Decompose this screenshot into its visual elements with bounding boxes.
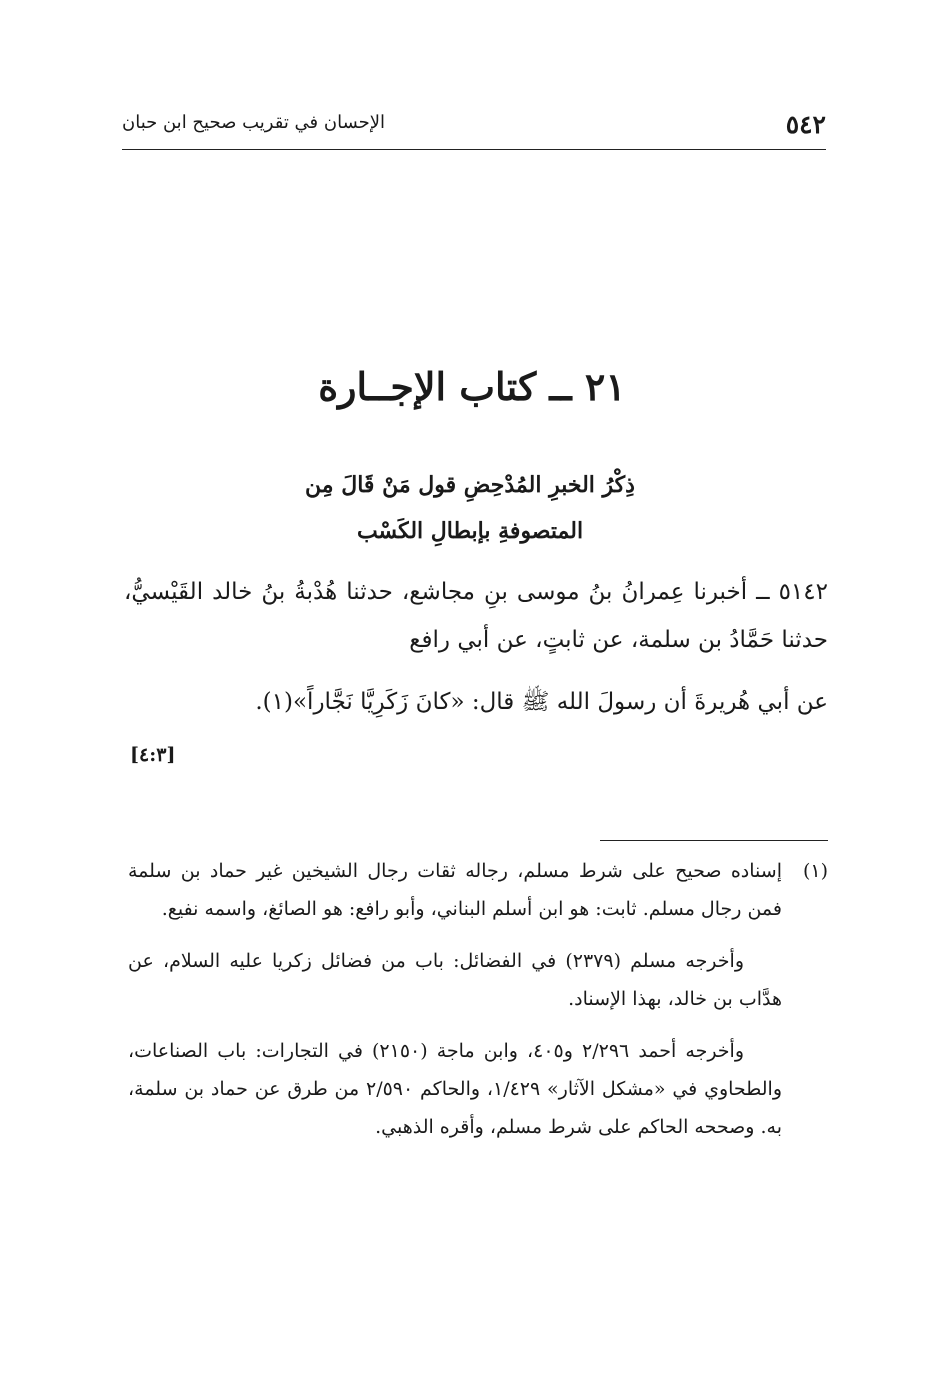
hadith-isnad: ٥١٤٢ ــ أخبرنا عِمرانُ بنُ موسى بنِ مجاشع، حدثنا هُدْبةُ بنُ خالد القَيْسيُّ، حدثنا حَمَّادُ بن سلمة، عن ثابتٍ، عن أبي رافع (124, 579, 828, 653)
footnote-rule (600, 840, 828, 841)
chapter-title: ٢١ ــ كتاب الإجــارة (318, 364, 626, 409)
footnote-paragraph-2: وأخرجه مسلم (٢٣٧٩) في الفضائل: باب من فضائل زكريا عليه السلام، عن هدَّاب بن خالد، بهذا الإسناد. (128, 950, 782, 1010)
footnote-paragraph-3: وأخرجه أحمد ٢/٢٩٦ و٤٠٥، وابن ماجة (٢١٥٠) في التجارات: باب الصناعات، والطحاوي في «مشكل الآثار» ١/٤٢٩، والحاكم ٢/٥٩٠ من طرق عن حماد بن سلمة، به. وصححه الحاكم على شرط مسلم، وأقره الذهبي. (128, 1040, 783, 1138)
hadith-text (124, 568, 828, 726)
hadith-matn: عن أبي هُريرةَ أن رسولَ الله ﷺ قال: «كانَ زَكَرِيَّا نَجَّاراً»(١). (255, 689, 828, 715)
header-rule (122, 149, 826, 150)
running-head (122, 104, 826, 144)
footnote-marker: (١) (802, 860, 828, 882)
running-head-title: الإحسان في تقريب صحيح ابن حبان (122, 112, 386, 133)
hadith-reference: [٤:٣] (130, 744, 176, 766)
section-heading-line-2: المتصوفةِ بإبطالِ الكَسْب (356, 518, 584, 544)
page-number: ٥٤٢ (785, 110, 826, 139)
footnote-1 (128, 852, 828, 928)
section-heading-line-1: ذِكْرُ الخبرِ المُدْحِضِ قول مَنْ قَالَ مِن (305, 472, 635, 498)
footnote-paragraph-1: إسناده صحيح على شرط مسلم، رجاله ثقات رجال الشيخين غير حماد بن سلمة فمن رجال مسلم. ثابت: هو ابن أسلم البناني، وأبو رافع: هو الصائغ، واسمه نفيع. (128, 860, 782, 920)
section-heading (250, 462, 690, 554)
footnotes (128, 852, 828, 1160)
